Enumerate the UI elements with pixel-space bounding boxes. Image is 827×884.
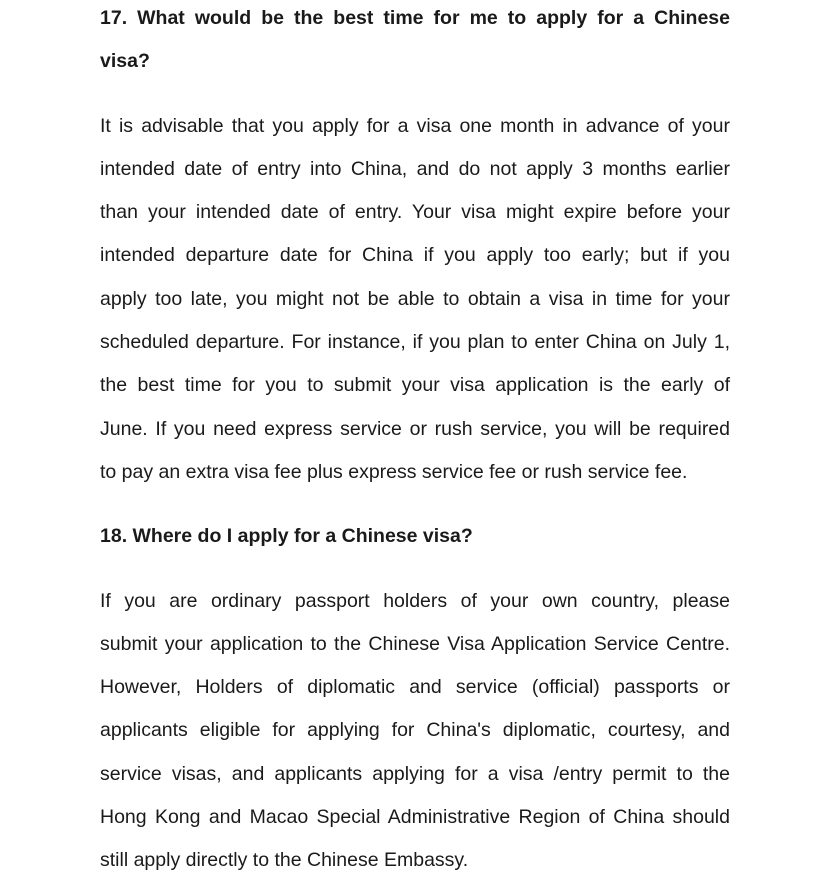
heading-line: 17. What would be the best time for me to apply for a Chinese bbox=[100, 7, 730, 29]
answer-line: submit your application to the Chinese Visa Application Service Centre. bbox=[100, 632, 730, 655]
answer-line: apply too late, you might not be able to obtain a visa in time for your bbox=[100, 287, 730, 310]
answer-line: June. If you need express service or rush service, you will be required bbox=[100, 417, 730, 440]
answer-line: However, Holders of diplomatic and service (official) passports or bbox=[100, 676, 730, 699]
answer-line: service visas, and applicants applying for a visa /entry permit to the bbox=[100, 762, 730, 785]
heading-line: 18. Where do I apply for a Chinese visa? bbox=[100, 525, 473, 548]
document-page bbox=[100, 0, 730, 883]
answer-line: If you are ordinary passport holders of your own country, please bbox=[100, 589, 730, 612]
answer-line: applicants eligible for applying for China's diplomatic, courtesy, and bbox=[100, 719, 730, 742]
question-18-answer bbox=[100, 580, 730, 883]
answer-line: still apply directly to the Chinese Embassy. bbox=[100, 849, 469, 872]
answer-line: intended departure date for China if you apply too early; but if you bbox=[100, 244, 730, 267]
answer-line: It is advisable that you apply for a visa one month in advance of your bbox=[100, 114, 730, 137]
question-17-heading bbox=[100, 0, 730, 84]
answer-line: than your intended date of entry. Your visa might expire before your bbox=[100, 201, 730, 224]
answer-line: to pay an extra visa fee plus express service fee or rush service fee. bbox=[100, 460, 688, 483]
answer-line: the best time for you to submit your visa application is the early of bbox=[100, 374, 730, 397]
heading-line: visa? bbox=[100, 50, 150, 73]
answer-line: intended date of entry into China, and do not apply 3 months earlier bbox=[100, 157, 730, 180]
answer-line: scheduled departure. For instance, if you plan to enter China on July 1, bbox=[100, 331, 730, 354]
question-18-heading bbox=[100, 515, 730, 558]
answer-line: Hong Kong and Macao Special Administrative Region of China should bbox=[100, 806, 730, 829]
question-17-answer bbox=[100, 105, 730, 495]
